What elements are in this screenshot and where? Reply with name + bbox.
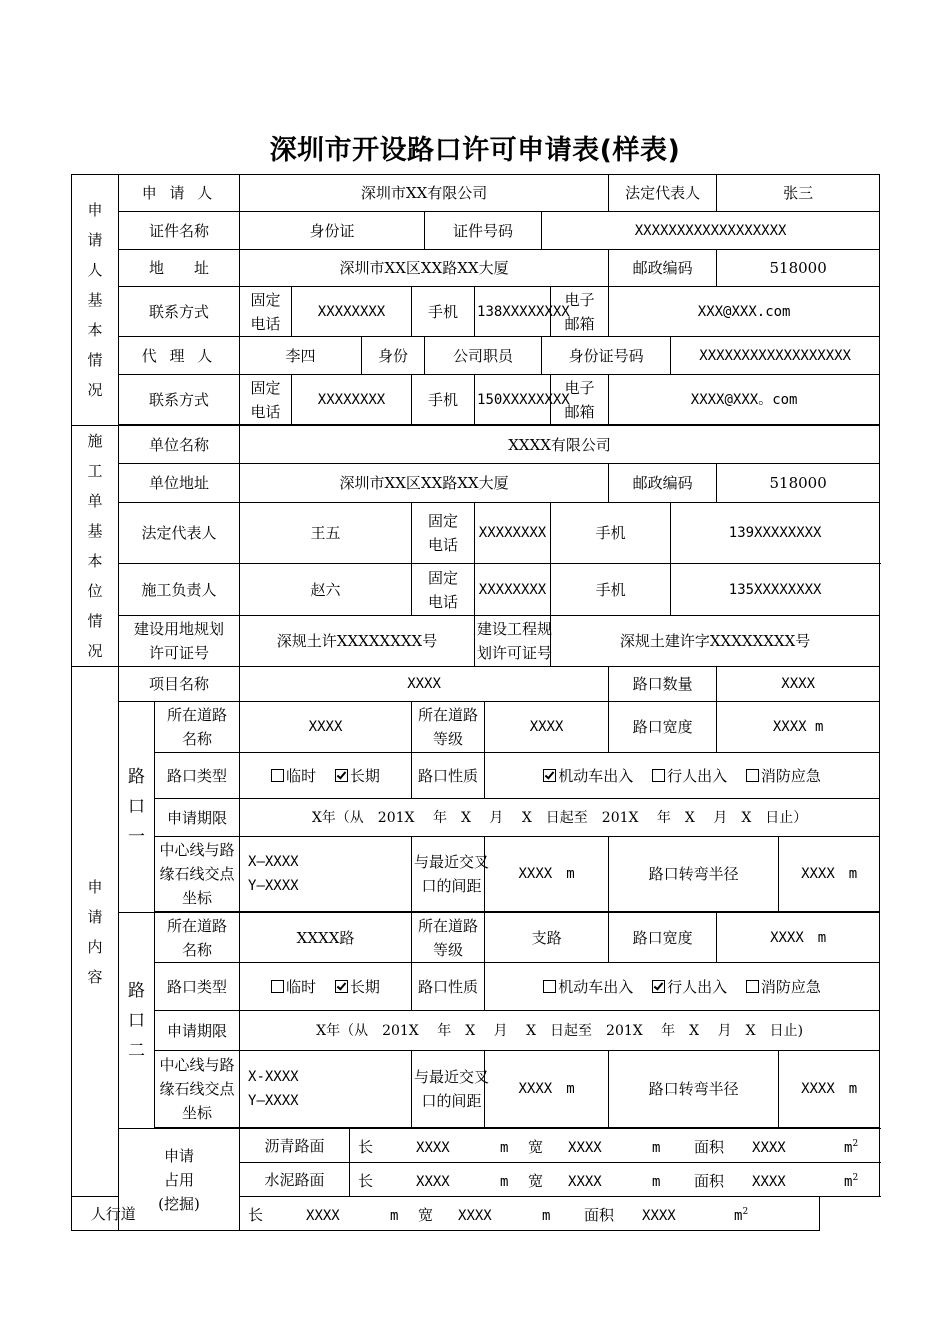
manager-value[interactable]: 赵六 bbox=[240, 563, 412, 616]
mobile-value[interactable]: 138XXXXXXXX bbox=[475, 287, 551, 337]
j2-road-name-label: 所在道路名称 bbox=[155, 913, 240, 963]
j2-period-value[interactable]: X年（从 201X 年 X 月 X 日起至 201X 年 X 月 X 日止) bbox=[240, 1011, 880, 1051]
j2-period-label: 申请期限 bbox=[155, 1011, 240, 1051]
junction-count-label: 路口数量 bbox=[609, 667, 717, 702]
agent-contact-label: 联系方式 bbox=[119, 375, 240, 425]
j2-nature-label: 路口性质 bbox=[412, 963, 485, 1011]
j1-road-name-value[interactable]: XXXX bbox=[240, 702, 412, 753]
j1-road-grade-value[interactable]: XXXX bbox=[485, 702, 609, 753]
project-name-value[interactable]: XXXX bbox=[240, 667, 609, 702]
contractor-legal-rep-tel-label: 固定电话 bbox=[412, 502, 475, 563]
junction-1-label: 路口一 bbox=[119, 702, 155, 913]
j2-coord-y: Y—XXXX bbox=[248, 1093, 299, 1109]
j2-nature-vehicle[interactable]: 机动车出入 bbox=[543, 975, 633, 999]
postcode-value[interactable]: 518000 bbox=[717, 250, 880, 287]
j1-period-value[interactable]: X年（从 201X 年 X 月 X 日起至 201X 年 X 月 X 日止） bbox=[240, 799, 880, 837]
j1-width-label: 路口宽度 bbox=[609, 702, 717, 753]
manager-label: 施工负责人 bbox=[119, 563, 240, 616]
unit-address-value[interactable]: 深圳市XX区XX路XX大厦 bbox=[240, 464, 609, 502]
occupy-type-sidewalk: 人行道 bbox=[72, 1197, 155, 1231]
j1-nature-fire[interactable]: 消防应急 bbox=[746, 764, 821, 788]
agent-value[interactable]: 李四 bbox=[240, 337, 362, 375]
contractor-legal-rep-mobile-value[interactable]: 139XXXXXXXX bbox=[671, 502, 880, 563]
j2-radius-value[interactable]: XXXX m bbox=[779, 1051, 880, 1128]
fixed-tel-label: 固定电话 bbox=[240, 287, 292, 337]
occupy-type-cement: 水泥路面 bbox=[240, 1163, 350, 1197]
j1-nature-options bbox=[485, 753, 880, 799]
manager-mobile-label: 手机 bbox=[551, 563, 671, 616]
j1-coord-label: 中心线与路缘石线交点坐标 bbox=[155, 837, 240, 912]
checkbox-checked-icon bbox=[543, 769, 556, 782]
j2-road-grade-value[interactable]: 支路 bbox=[485, 913, 609, 963]
id-name-label: 证件名称 bbox=[119, 212, 240, 250]
fixed-tel-value[interactable]: XXXXXXXX bbox=[292, 287, 412, 337]
checkbox-icon bbox=[271, 980, 284, 993]
j2-road-grade-label: 所在道路等级 bbox=[412, 913, 485, 963]
project-permit-label: 建设工程规划许可证号 bbox=[475, 616, 551, 667]
junction-2-label: 路口二 bbox=[119, 913, 155, 1129]
land-permit-value[interactable]: 深规土许XXXXXXXX号 bbox=[240, 616, 475, 667]
j1-coord-x: X—XXXX bbox=[248, 854, 299, 870]
manager-mobile-value[interactable]: 135XXXXXXXX bbox=[671, 563, 880, 616]
agent-fixed-tel-label: 固定电话 bbox=[240, 375, 292, 425]
occupy-label: 申请 占用 (挖掘) bbox=[119, 1129, 240, 1231]
agent-identity-label: 身份 bbox=[362, 337, 425, 375]
j1-road-grade-label: 所在道路等级 bbox=[412, 702, 485, 753]
j2-coord-value[interactable] bbox=[240, 1051, 412, 1128]
j1-distance-label: 与最近交叉口的间距 bbox=[412, 837, 485, 912]
application-form bbox=[71, 174, 880, 1231]
j1-width-value[interactable]: XXXX m bbox=[717, 702, 880, 753]
agent-email-label: 电子邮箱 bbox=[551, 375, 609, 425]
checkbox-checked-icon bbox=[335, 980, 348, 993]
contact-label: 联系方式 bbox=[119, 287, 240, 337]
j2-type-label: 路口类型 bbox=[155, 963, 240, 1011]
j2-nature-pedestrian[interactable]: 行人出入 bbox=[652, 975, 727, 999]
j2-type-long-term[interactable]: 长期 bbox=[335, 975, 380, 999]
mobile-label: 手机 bbox=[412, 287, 475, 337]
agent-mobile-value[interactable]: 150XXXXXXXX bbox=[475, 375, 551, 425]
j1-radius-label: 路口转弯半径 bbox=[609, 837, 779, 912]
agent-email-value[interactable]: XXXX@XXX。com bbox=[609, 375, 880, 425]
j2-distance-value[interactable]: XXXX m bbox=[485, 1051, 609, 1128]
j1-coord-y: Y—XXXX bbox=[248, 878, 299, 894]
j1-radius-value[interactable]: XXXX m bbox=[779, 837, 880, 912]
checkbox-icon bbox=[652, 769, 665, 782]
occupy-row-asphalt[interactable]: 长 XXXX m 宽 XXXX m 面积 XXXX $m^2$ bbox=[350, 1129, 880, 1163]
email-label: 电子邮箱 bbox=[551, 287, 609, 337]
project-name-label: 项目名称 bbox=[119, 667, 240, 702]
unit-address-label: 单位地址 bbox=[119, 464, 240, 502]
applicant-section-label: 申请人基本情况 bbox=[72, 175, 119, 426]
j1-type-label: 路口类型 bbox=[155, 753, 240, 799]
j2-coord-x: X-XXXX bbox=[248, 1069, 299, 1085]
applicant-name-label: 申 请 人 bbox=[119, 175, 240, 212]
j1-road-name-label: 所在道路名称 bbox=[155, 702, 240, 753]
agent-label: 代 理 人 bbox=[119, 337, 240, 375]
project-permit-value[interactable]: 深规土建许字XXXXXXXX号 bbox=[551, 616, 880, 667]
unit-name-label: 单位名称 bbox=[119, 426, 240, 464]
occupy-row-sidewalk[interactable]: 长 XXXX m 宽 XXXX m 面积 XXXX $m^2$ bbox=[240, 1197, 820, 1231]
j1-nature-label: 路口性质 bbox=[412, 753, 485, 799]
j1-type-temporary[interactable]: 临时 bbox=[271, 764, 316, 788]
j1-distance-value[interactable]: XXXX m bbox=[485, 837, 609, 912]
j2-type-options bbox=[240, 963, 412, 1011]
checkbox-icon bbox=[746, 980, 759, 993]
j1-coord-value[interactable] bbox=[240, 837, 412, 912]
occupy-type-asphalt: 沥青路面 bbox=[240, 1129, 350, 1163]
email-value[interactable]: XXX@XXX.com bbox=[609, 287, 880, 337]
j2-width-value[interactable]: XXXX m bbox=[717, 913, 880, 963]
address-value[interactable]: 深圳市XX区XX路XX大厦 bbox=[240, 250, 609, 287]
contractor-postcode-value[interactable]: 518000 bbox=[717, 464, 880, 502]
id-number-value[interactable]: XXXXXXXXXXXXXXXXXX bbox=[542, 212, 880, 250]
j2-nature-options bbox=[485, 963, 880, 1011]
id-number-label: 证件号码 bbox=[425, 212, 542, 250]
land-permit-label: 建设用地规划许可证号 bbox=[119, 616, 240, 667]
contractor-legal-rep-tel-value[interactable]: XXXXXXXX bbox=[475, 502, 551, 563]
j1-nature-vehicle[interactable]: 机动车出入 bbox=[543, 764, 633, 788]
checkbox-checked-icon bbox=[652, 980, 665, 993]
j2-width-label: 路口宽度 bbox=[609, 913, 717, 963]
postcode-label: 邮政编码 bbox=[609, 250, 717, 287]
legal-rep-label: 法定代表人 bbox=[609, 175, 717, 212]
manager-tel-value[interactable]: XXXXXXXX bbox=[475, 563, 551, 616]
unit-name-value[interactable]: XXXX有限公司 bbox=[240, 426, 880, 464]
agent-mobile-label: 手机 bbox=[412, 375, 475, 425]
j2-road-name-value[interactable]: XXXX路 bbox=[240, 913, 412, 963]
j1-type-long-term[interactable]: 长期 bbox=[335, 764, 380, 788]
j2-radius-label: 路口转弯半径 bbox=[609, 1051, 779, 1128]
page-title: 深圳市开设路口许可申请表(样表) bbox=[269, 135, 681, 166]
contractor-legal-rep-value[interactable]: 王五 bbox=[240, 502, 412, 563]
j2-coord-label: 中心线与路缘石线交点坐标 bbox=[155, 1051, 240, 1128]
checkbox-checked-icon bbox=[335, 769, 348, 782]
checkbox-icon bbox=[543, 980, 556, 993]
j2-type-temporary[interactable]: 临时 bbox=[271, 975, 316, 999]
occupy-row-cement[interactable]: 长 XXXX m 宽 XXXX m 面积 XXXX $m^2$ bbox=[350, 1163, 880, 1197]
checkbox-icon bbox=[271, 769, 284, 782]
address-label: 地 址 bbox=[119, 250, 240, 287]
agent-fixed-tel-value[interactable]: XXXXXXXX bbox=[292, 375, 412, 425]
contractor-postcode-label: 邮政编码 bbox=[609, 464, 717, 502]
j2-distance-label: 与最近交叉口的间距 bbox=[412, 1051, 485, 1128]
agent-id-value[interactable]: XXXXXXXXXXXXXXXXXX bbox=[671, 337, 880, 375]
contractor-legal-rep-label: 法定代表人 bbox=[119, 502, 240, 563]
j1-period-label: 申请期限 bbox=[155, 799, 240, 837]
j1-type-options bbox=[240, 753, 412, 799]
contractor-legal-rep-mobile-label: 手机 bbox=[551, 502, 671, 563]
agent-id-label: 身份证号码 bbox=[542, 337, 671, 375]
junction-count-value[interactable]: XXXX bbox=[717, 667, 880, 702]
manager-tel-label: 固定电话 bbox=[412, 563, 475, 616]
checkbox-icon bbox=[746, 769, 759, 782]
j2-nature-fire[interactable]: 消防应急 bbox=[746, 975, 821, 999]
applicant-name[interactable]: 深圳市XX有限公司 bbox=[240, 175, 609, 212]
contractor-section-label: 施工单基本位情况 bbox=[72, 426, 119, 667]
legal-rep-value[interactable]: 张三 bbox=[717, 175, 880, 212]
j1-nature-pedestrian[interactable]: 行人出入 bbox=[652, 764, 727, 788]
id-name-value[interactable]: 身份证 bbox=[240, 212, 425, 250]
agent-identity-value[interactable]: 公司职员 bbox=[425, 337, 542, 375]
content-section-label: 申请内容 bbox=[72, 667, 119, 1197]
